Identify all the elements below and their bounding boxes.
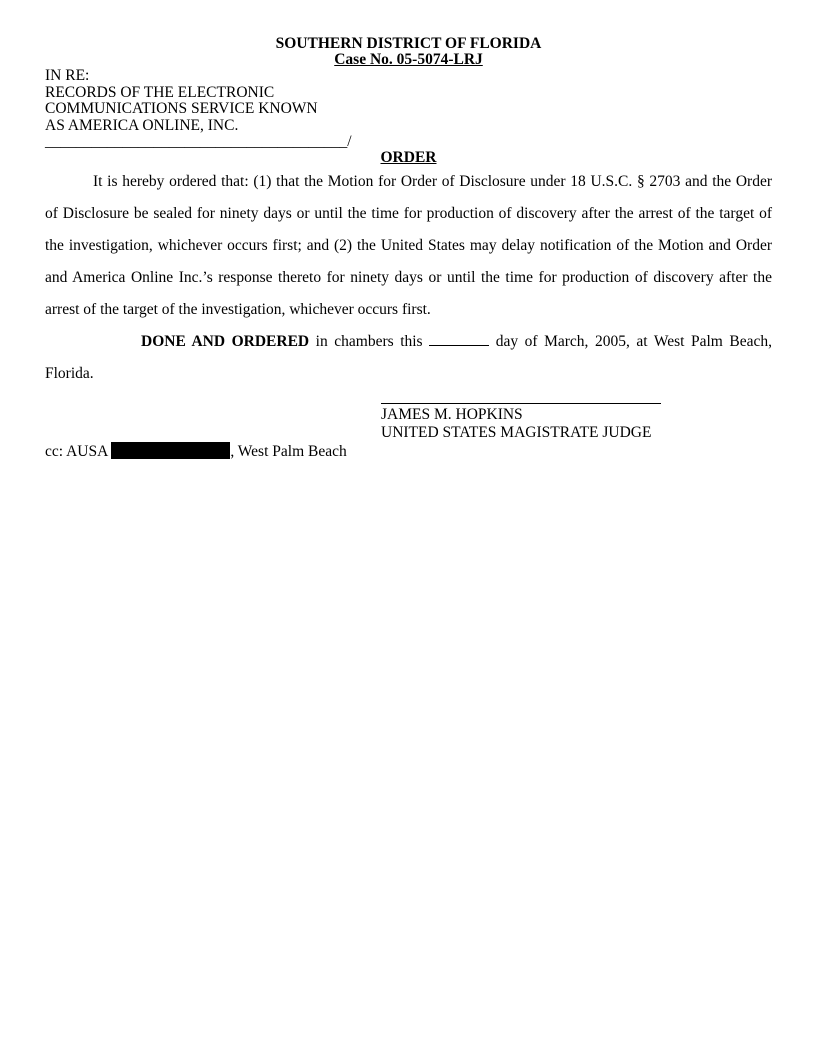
order-title: ORDER [380, 149, 437, 166]
done-mid-text: in chambers this [309, 333, 430, 350]
cc-prefix: cc: AUSA [45, 443, 112, 460]
court-name: SOUTHERN DISTRICT OF FLORIDA [275, 35, 542, 52]
cc-suffix: , West Palm Beach [230, 443, 347, 460]
signature-line [381, 403, 661, 404]
done-and-ordered-label: DONE AND ORDERED [141, 333, 310, 350]
signature-block [381, 403, 661, 442]
case-number: Case No. 05-5074-LRJ [334, 51, 483, 68]
redaction-bar [111, 442, 230, 459]
caption-rule: _______________________________________/ [45, 133, 352, 150]
done-end-text: day of March, 2005, at West Palm Beach, Florida. [45, 333, 772, 382]
case-caption [45, 68, 772, 150]
done-and-ordered-paragraph [45, 326, 772, 390]
caption-line-4: AS AMERICA ONLINE, INC. [45, 116, 239, 134]
judge-title: UNITED STATES MAGISTRATE JUDGE [381, 424, 652, 441]
document-page [45, 36, 772, 461]
caption-line-2: RECORDS OF THE ELECTRONIC [45, 83, 275, 101]
caption-line-1: IN RE: [45, 67, 90, 84]
cc-line [45, 442, 772, 461]
date-blank-line [429, 333, 489, 346]
judge-name: JAMES M. HOPKINS [381, 406, 523, 423]
order-paragraph: It is hereby ordered that: (1) that the Motion for Order of Disclosure under 18 U.S.C. § 2703 and the Order of Disclosure be sealed for ninety days or until the time for production of discovery after the arrest of the target of the investigation, whichever occurs first; and (2) the United States may delay notification of the Motion and Order and America Online Inc.’s response thereto for ninety days or until the time for production of discovery after the arrest of the target of the investigation, whichever occurs first. [45, 173, 772, 318]
caption-line-3: COMMUNICATIONS SERVICE KNOWN [45, 100, 318, 117]
